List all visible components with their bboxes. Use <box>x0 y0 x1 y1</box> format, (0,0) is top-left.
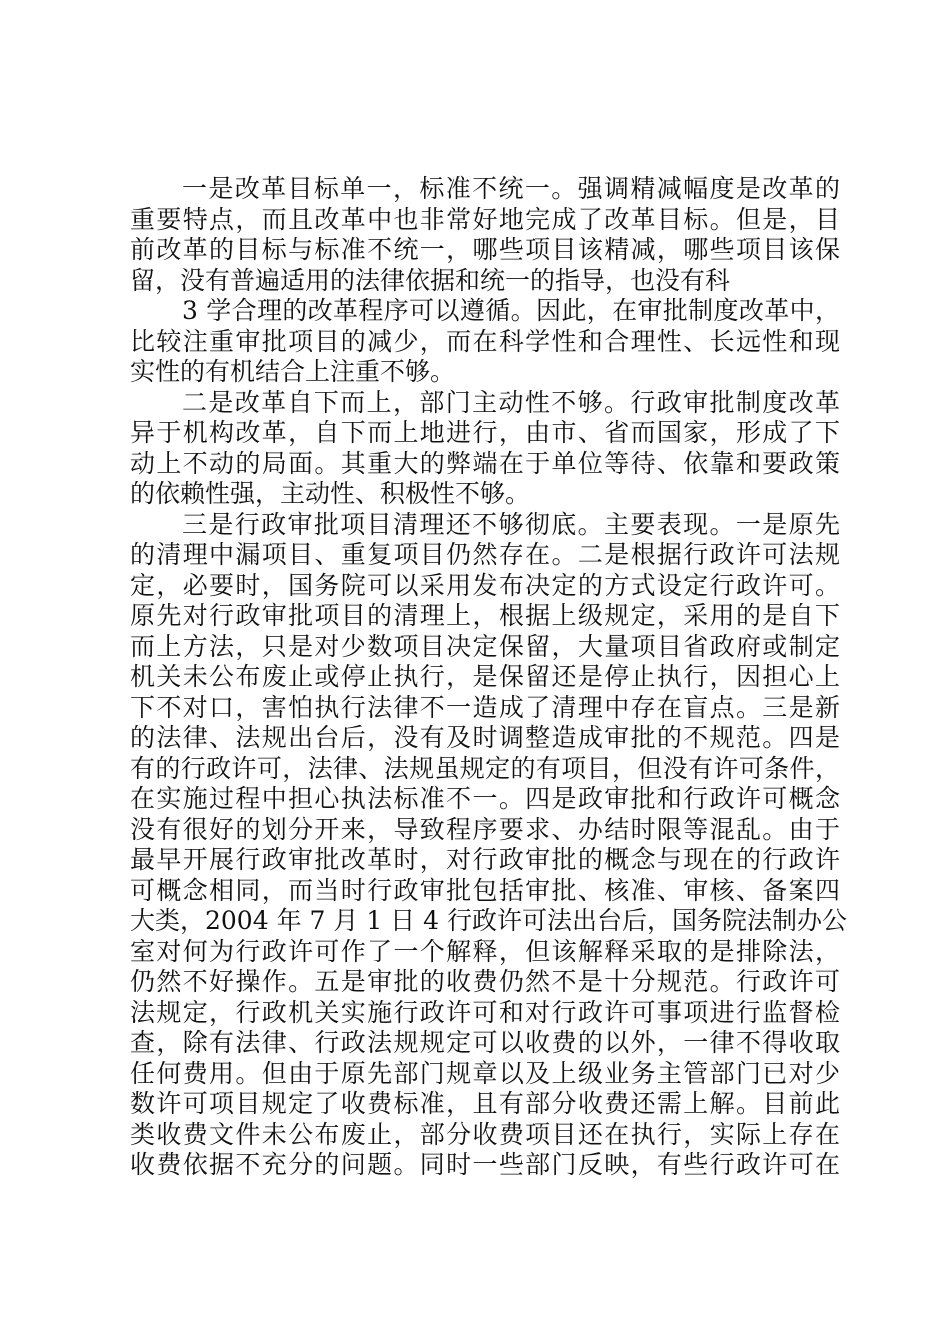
text-line: 3 学合理的改革程序可以遵循。因此，在审批制度改革中， <box>182 296 840 325</box>
text-line: 机关未公布废止或停止执行，是保留还是停止执行，因担心上 <box>130 662 840 691</box>
document-body <box>130 174 847 1181</box>
text-line: 动上不动的局面。其重大的弊端在于单位等待、依靠和要政策 <box>130 448 840 478</box>
text-line: 在实施过程中担心执法标准不一。四是政审批和行政许可概念 <box>130 784 840 813</box>
text-line: 重要特点，而且改革中也非常好地完成了改革目标。但是，目 <box>130 204 840 234</box>
text-line: 三是行政审批项目清理还不够彻底。主要表现。一是原先 <box>182 509 840 539</box>
text-line: 定，必要时，国务院可以采用发布决定的方式设定行政许可。 <box>130 570 840 600</box>
text-line: 可概念相同，而当时行政审批包括审批、核准、审核、备案四 <box>130 875 840 905</box>
text-line: 的法律、法规出台后，没有及时调整造成审批的不规范。四是 <box>130 723 840 752</box>
text-line: 的清理中漏项目、重复项目仍然存在。二是根据行政许可法规 <box>130 540 840 569</box>
text-line: 仍然不好操作。五是审批的收费仍然不是十分规范。行政许可 <box>130 967 840 996</box>
text-line: 有的行政许可，法律、法规虽规定的有项目，但没有许可条件， <box>130 753 840 783</box>
text-line: 最早开展行政审批改革时，对行政审批的概念与现在的行政许 <box>130 845 840 874</box>
text-line: 任何费用。但由于原先部门规章以及上级业务主管部门已对少 <box>130 1058 840 1088</box>
text-line: 的依赖性强，主动性、积极性不够。 <box>130 479 531 508</box>
text-line: 没有很好的划分开来，导致程序要求、办结时限等混乱。由于 <box>130 814 840 844</box>
document-page <box>130 174 847 1181</box>
text-line: 收费依据不充分的问题。同时一些部门反映，有些行政许可在 <box>130 1150 840 1179</box>
text-line: 大类，2004 年 7 月 1 日 4 行政许可法出台后，国务院法制办公 <box>130 906 847 935</box>
text-line: 异于机构改革，自下而上地进行，由市、省而国家，形成了下 <box>130 418 840 447</box>
text-line: 类收费文件未公布废止，部分收费项目还在执行，实际上存在 <box>130 1119 840 1149</box>
text-line: 前改革的目标与标准不统一，哪些项目该精减，哪些项目该保 <box>130 235 840 264</box>
text-line: 原先对行政审批项目的清理上，根据上级规定，采用的是自下 <box>130 601 840 630</box>
text-line: 留，没有普遍适用的法律依据和统一的指导，也没有科 <box>130 265 731 295</box>
text-line: 二是改革自下而上，部门主动性不够。行政审批制度改革 <box>182 387 840 417</box>
text-line: 数许可项目规定了收费标准，且有部分收费还需上解。目前此 <box>130 1089 840 1118</box>
text-line: 而上方法，只是对少数项目决定保留，大量项目省政府或制定 <box>130 631 840 661</box>
text-line: 下不对口，害怕执行法律不一造成了清理中存在盲点。三是新 <box>130 692 840 722</box>
text-line: 实性的有机结合上注重不够。 <box>130 357 456 386</box>
text-line: 室对何为行政许可作了一个解释，但该解释采取的是排除法， <box>130 936 840 966</box>
text-line: 一是改革目标单一，标准不统一。强调精减幅度是改革的 <box>182 174 840 203</box>
text-line: 查，除有法律、行政法规规定可以收费的以外，一律不得收取 <box>130 1028 840 1057</box>
text-line: 法规定，行政机关实施行政许可和对行政许可事项进行监督检 <box>130 997 840 1027</box>
text-line: 比较注重审批项目的减少，而在科学性和合理性、长远性和现 <box>130 326 840 356</box>
